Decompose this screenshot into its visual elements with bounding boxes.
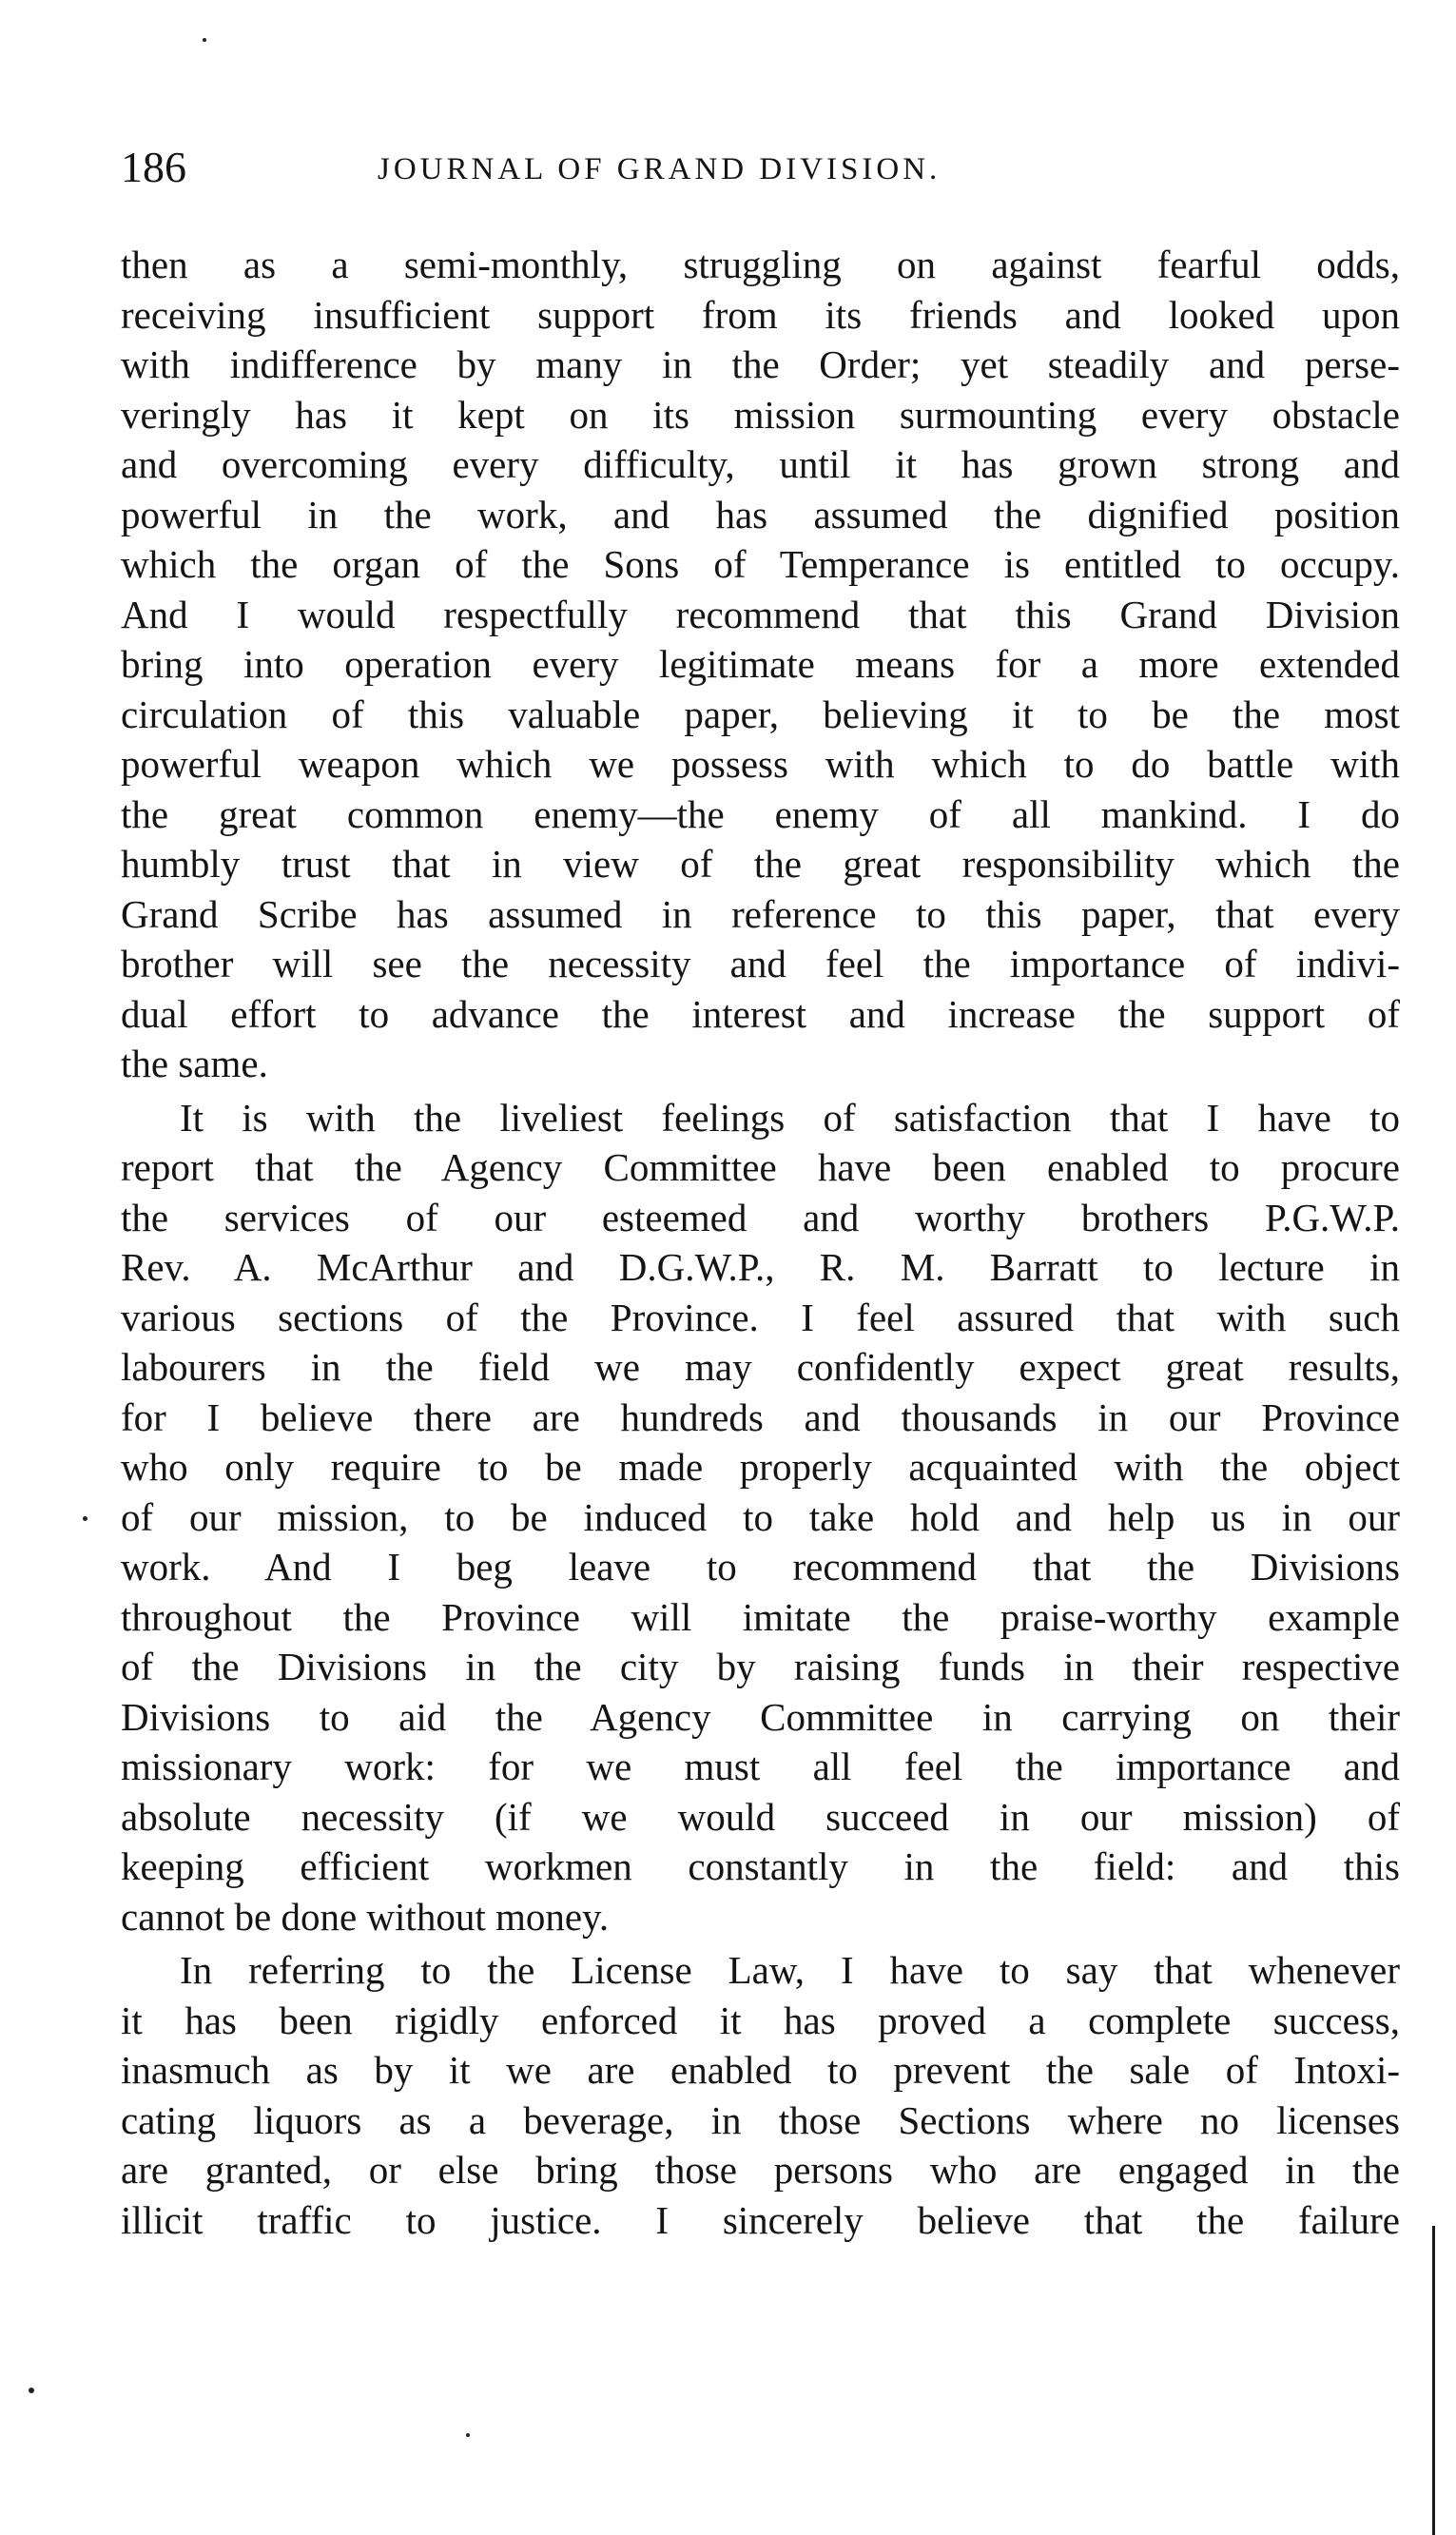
text-line: In referring to the License Law, I have to say that whenever [180, 1948, 1400, 1992]
paragraph-3 [121, 1945, 1400, 2245]
text-line: report that the Agency Committee have been enabled to procure [121, 1145, 1400, 1189]
text-line: veringly has it kept on its mission surmounting every obstacle [121, 392, 1400, 437]
scan-speck [29, 2388, 34, 2393]
text-line: cannot be done without money. [121, 1894, 610, 1939]
text-line: illicit traffic to justice. I sincerely believe that the failure [121, 2197, 1400, 2242]
text-line: and overcoming every difficulty, until it has grown strong and [121, 442, 1400, 486]
text-line: keeping efficient workmen constantly in the field: and this [121, 1844, 1400, 1888]
scan-speck [466, 2433, 470, 2437]
text-line: absolute necessity (if we would succeed in our mission) of [121, 1794, 1400, 1839]
text-line: for I believe there are hundreds and thousands in our Province [121, 1394, 1400, 1439]
text-line: work. And I beg leave to recommend that the Divisions [121, 1545, 1400, 1589]
text-line: humbly trust that in view of the great responsibility which the [121, 842, 1400, 886]
text-line: the same. [121, 1042, 268, 1085]
paragraph-2 [121, 1093, 1400, 1942]
text-line: Rev. A. McArthur and D.G.W.P., R. M. Barratt to lecture in [121, 1245, 1400, 1289]
text-line: It is with the liveliest feelings of satisfaction that I have to [180, 1095, 1400, 1140]
text-line: then as a semi-monthly, struggling on against fearful odds, [121, 243, 1400, 286]
text-line: which the organ of the Sons of Temperance is entitled to occupy. [121, 542, 1400, 586]
text-line: with indifference by many in the Order; yet steadily and perse- [121, 342, 1400, 386]
text-line: And I would respectfully recommend that this Grand Division [121, 592, 1400, 636]
text-line: throughout the Province will imitate the praise-worthy example [121, 1594, 1400, 1639]
text-line: powerful weapon which we possess with which to do battle with [121, 742, 1400, 786]
text-line: powerful in the work, and has assumed the dignified position [121, 492, 1400, 536]
paragraph-1 [121, 240, 1400, 1089]
text-line: Divisions to aid the Agency Committee in carrying on their [121, 1694, 1400, 1739]
text-line: the services of our esteemed and worthy brothers P.G.W.P. [121, 1195, 1400, 1239]
text-line: of our mission, to be induced to take hold and help us in our [121, 1494, 1400, 1539]
text-line: of the Divisions in the city by raising funds in their respective [121, 1645, 1400, 1688]
text-line: Grand Scribe has assumed in reference to this paper, that every [121, 891, 1400, 936]
text-line: cating liquors as a beverage, in those Sections where no licenses [121, 2097, 1400, 2142]
text-line: various sections of the Province. I feel assured that with such [121, 1295, 1400, 1339]
text-line: brother will see the necessity and feel the importance of indivi- [121, 942, 1400, 985]
text-line: are granted, or else bring those persons who are engaged in the [121, 2148, 1400, 2192]
running-head: JOURNAL OF GRAND DIVISION. [378, 152, 942, 186]
body-text [121, 240, 1400, 2245]
text-line: the great common enemy—the enemy of all mankind. I do [121, 791, 1400, 836]
text-line: it has been rigidly enforced it has proved a complete success, [121, 1998, 1400, 2042]
text-line: dual effort to advance the interest and increase the support of [121, 991, 1400, 1036]
text-line: bring into operation every legitimate means for a more extended [121, 642, 1400, 686]
page-header [121, 141, 1400, 198]
text-line: missionary work: for we must all feel the importance and [121, 1745, 1400, 1788]
page-number: 186 [121, 143, 186, 191]
text-line: inasmuch as by it we are enabled to prevent the sale of Intoxi- [121, 2048, 1400, 2092]
text-line: circulation of this valuable paper, believing it to be the most [121, 692, 1400, 736]
text-line: who only require to be made properly acquainted with the object [121, 1445, 1400, 1489]
text-line: labourers in the field we may confidently expect great results, [121, 1345, 1400, 1389]
text-line: receiving insufficient support from its friends and looked upon [121, 292, 1400, 337]
scan-edge-rule [1432, 2226, 1435, 2535]
scan-speck [203, 38, 206, 42]
scan-speck [83, 1516, 87, 1521]
